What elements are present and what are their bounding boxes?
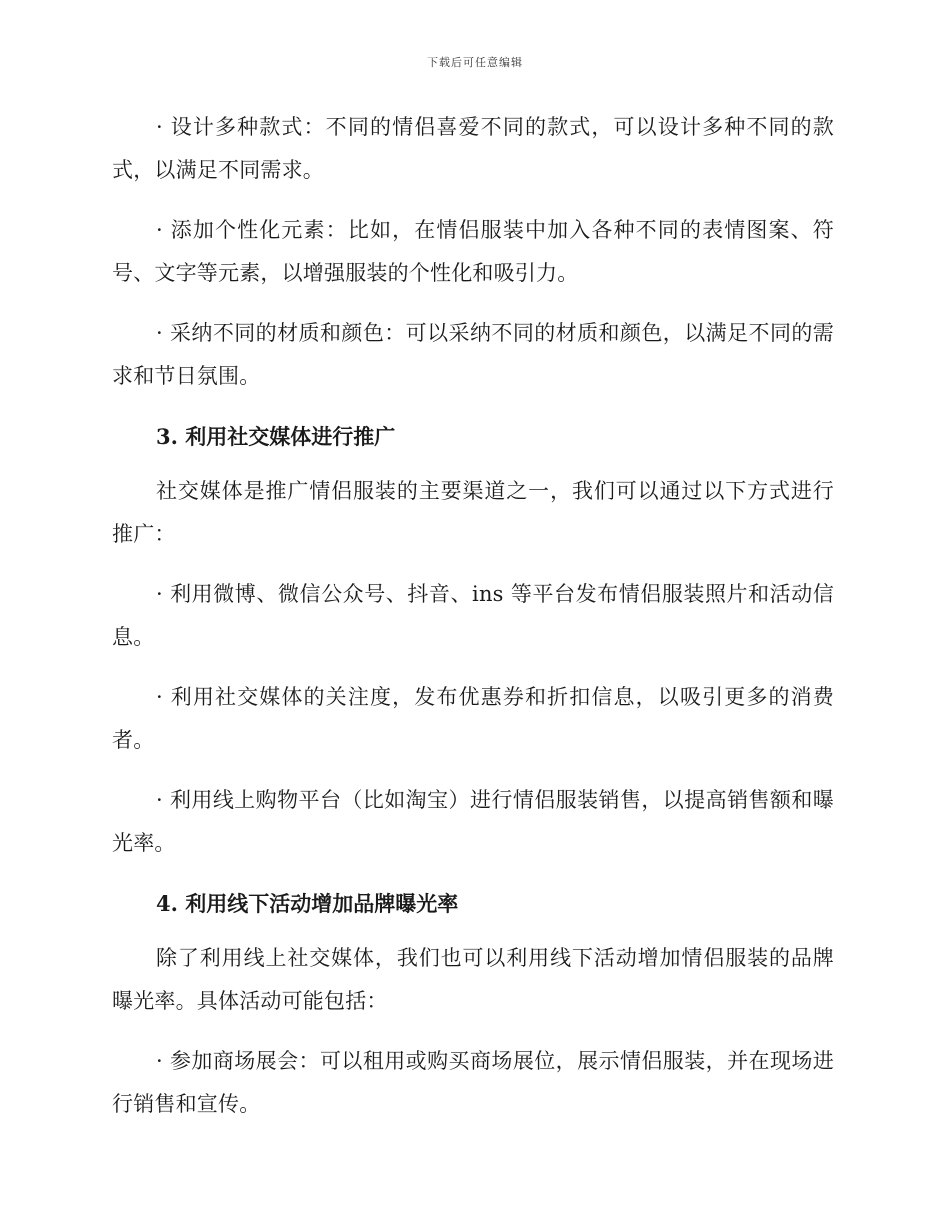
bullet-paragraph: · 参加商场展会：可以租用或购买商场展位，展示情侣服装，并在现场进行销售和宣传。 <box>112 1049 834 1116</box>
document-body <box>112 106 834 1143</box>
bullet-paragraph: · 利用微博、微信公众号、抖音、ins 等平台发布情侣服装照片和活动信息。 <box>112 582 834 649</box>
bullet-paragraph: · 采纳不同的材质和颜色：可以采纳不同的材质和颜色，以满足不同的需求和节日氛围。 <box>112 321 834 388</box>
body-paragraph: 除了利用线上社交媒体，我们也可以利用线下活动增加情侣服装的品牌曝光率。具体活动可能包括： <box>112 946 834 1013</box>
bullet-paragraph: · 利用社交媒体的关注度，发布优惠券和折扣信息，以吸引更多的消费者。 <box>112 685 834 752</box>
section-heading: 3. 利用社交媒体进行推广 <box>156 424 396 449</box>
bullet-paragraph: · 设计多种款式：不同的情侣喜爱不同的款式，可以设计多种不同的款式，以满足不同需求。 <box>112 115 834 182</box>
page-header: 下载后可任意编辑 <box>427 56 523 69</box>
bullet-paragraph: · 添加个性化元素：比如，在情侣服装中加入各种不同的表情图案、符号、文字等元素，以增强服装的个性化和吸引力。 <box>112 218 834 285</box>
bullet-paragraph: · 利用线上购物平台（比如淘宝）进行情侣服装销售，以提高销售额和曝光率。 <box>112 788 834 855</box>
section-heading: 4. 利用线下活动增加品牌曝光率 <box>156 891 459 916</box>
body-paragraph: 社交媒体是推广情侣服装的主要渠道之一，我们可以通过以下方式进行推广： <box>112 479 834 546</box>
